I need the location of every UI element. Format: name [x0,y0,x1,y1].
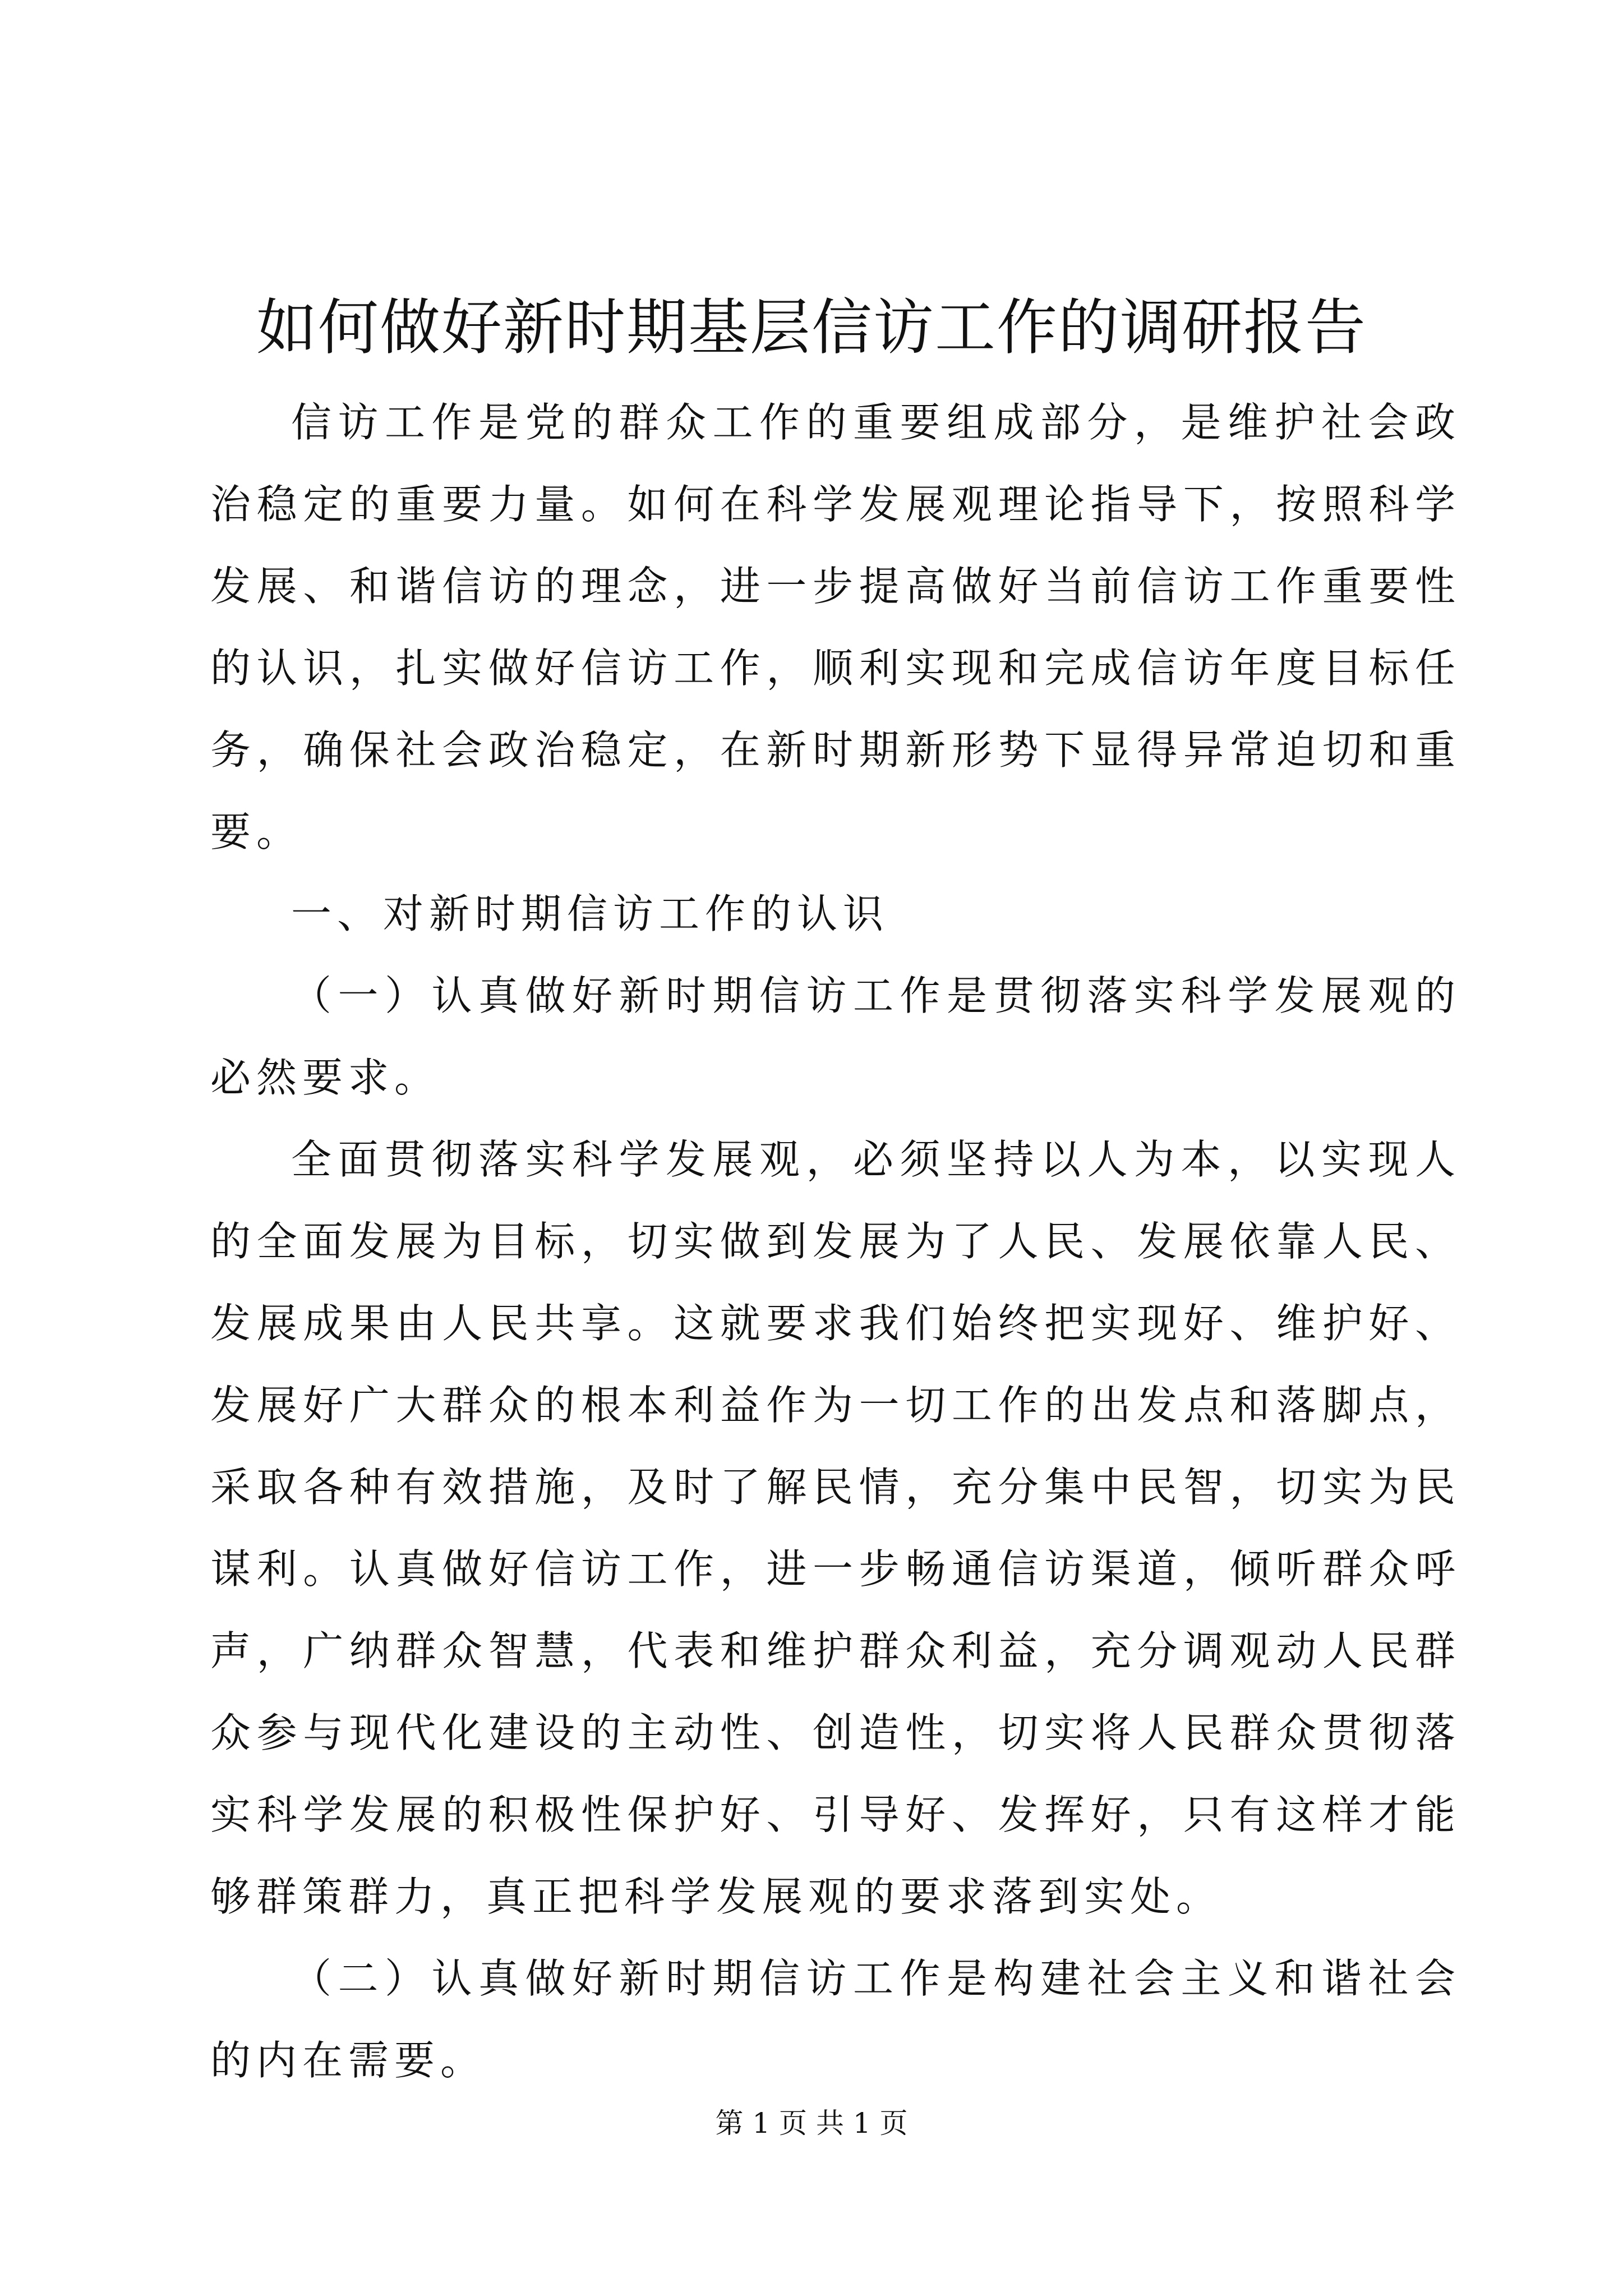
subsection-heading-2: （二）认真做好新时期信访工作是构建社会主义和谐社会的内在需要。 [210,1955,1461,2084]
document-title: 如何做好新时期基层信访工作的调研报告 [256,293,1367,363]
document-body [210,381,1461,2101]
paragraph-intro: 信访工作是党的群众工作的重要组成部分，是维护社会政治稳定的重要力量。如何在科学发展观理论指导下，按照科学发展、和谐信访的理念，进一步提高做好当前信访工作重要性的认识，扎实做好信访工作，顺利实现和完成信访年度目标任务，确保社会政治稳定，在新时期新形势下显得异常迫切和重要。 [210,399,1461,855]
subsection-heading-1: （一）认真做好新时期信访工作是贯彻落实科学发展观的必然要求。 [210,972,1461,1101]
page-footer: 第 1 页 共 1 页 [715,2107,908,2139]
paragraph-body-1: 全面贯彻落实科学发展观，必须坚持以人为本，以实现人的全面发展为目标，切实做到发展为了人民、发展依靠人民、发展成果由人民共享。这就要求我们始终把实现好、维护好、发展好广大群众的根本利益作为一切工作的出发点和落脚点，采取各种有效措施，及时了解民情，充分集中民智，切实为民谋利。认真做好信访工作，进一步畅通信访渠道，倾听群众呼声，广纳群众智慧，代表和维护群众利益，充分调观动人民群众参与现代化建设的主动性、创造性，切实将人民群众贯彻落实科学发展的积极性保护好、引导好、发挥好，只有这样才能够群策群力，真正把科学发展观的要求落到实处。 [210,1136,1461,1920]
section-heading-1: 一、对新时期信访工作的认识 [291,890,889,937]
